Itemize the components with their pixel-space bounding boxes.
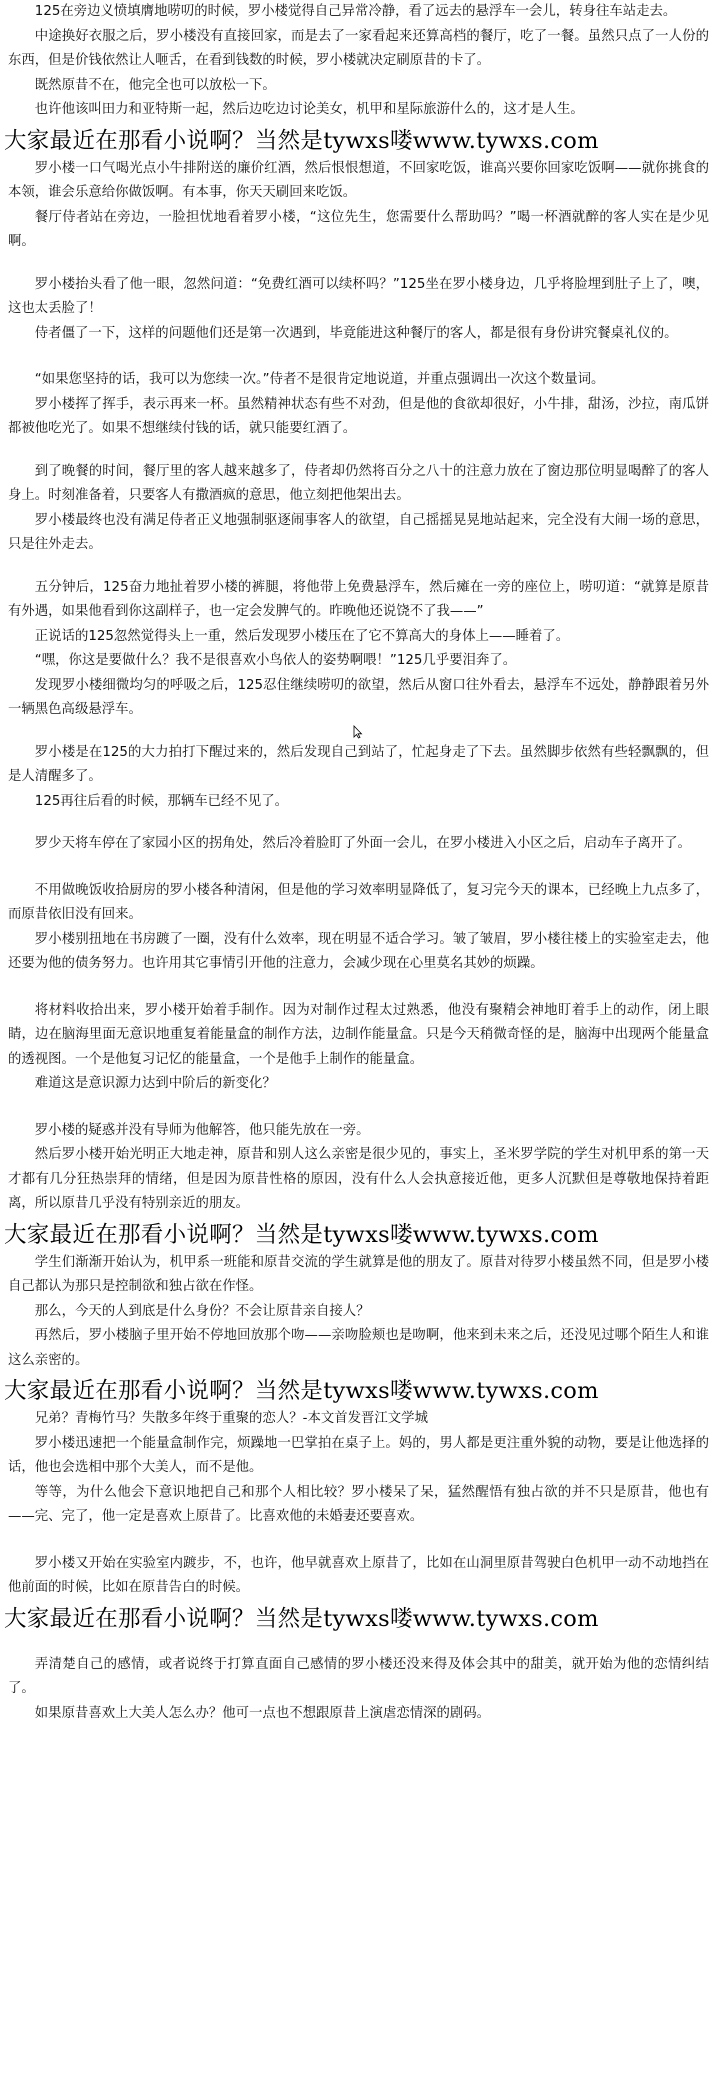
- paragraph: 再然后，罗小楼脑子里开始不停地回放那个吻——亲吻脸颊也是吻啊，他来到未来之后，还没见过哪个陌生人和谁这么亲密的。: [8, 1328, 709, 1368]
- paragraph: 125在旁边义愤填膺地唠叨的时候，罗小楼觉得自己异常冷静，看了远去的悬浮车一会儿，转身往车站走去。: [34, 4, 677, 19]
- paragraph: 兄弟？青梅竹马？失散多年终于重聚的恋人？-本文首发晋江文学城: [34, 1411, 428, 1426]
- paragraph: 也许他该叫田力和亚特斯一起，然后边吃边讨论美女，机甲和星际旅游什么的，这才是人生。: [34, 102, 584, 117]
- paragraph: 不用做晚饭收拾厨房的罗小楼各种清闲，但是他的学习效率明显降低了，复习完今天的课本，已经晚上九点多了，而原昔依旧没有回来。: [8, 882, 709, 922]
- paragraph: 侍者僵了一下，这样的问题他们还是第一次遇到，毕竟能进这种餐厅的客人，都是很有身份讲究餐桌礼仪的。: [34, 325, 678, 341]
- paragraph: 正说话的125忽然觉得头上一重，然后发现罗小楼压在了它不算高大的身体上——睡着了。: [34, 628, 570, 644]
- paragraph: 学生们渐渐开始认为，机甲系一班能和原昔交流的学生就算是他的朋友了。原昔对待罗小楼虽然不同，但是罗小楼自己都认为那只是控制欲和独占欲在作怪。: [8, 1254, 709, 1294]
- paragraph: 发现罗小楼细微均匀的呼吸之后，125忍住继续唠叨的欲望，然后从窗口往外看去，悬浮车不远处，静静跟着另外一辆黑色高级悬浮车。: [8, 677, 709, 717]
- paragraph: 等等，为什么他会下意识地把自己和那个人相比较？罗小楼呆了呆，猛然醒悟有独占欲的并不只是原昔，他也有——完、完了，他一定是喜欢上原昔了。比喜欢他的未婚妻还要喜欢。: [8, 1484, 709, 1524]
- paragraph: 罗小楼是在125的大力拍打下醒过来的，然后发现自己到站了，忙起身走了下去。虽然脚步依然有些轻飘飘的，但是人清醒多了。: [8, 744, 709, 784]
- paragraph: 那么，今天的人到底是什么身份？不会让原昔亲自接人？: [34, 1303, 370, 1319]
- paragraph: 罗小楼最终也没有满足侍者正义地强制驱逐闹事客人的欲望，自己摇摇晃晃地站起来，完全没有大闹一场的意思，只是往外走去。: [8, 512, 709, 552]
- paragraph: 如果原昔喜欢上大美人怎么办？他可一点也不想跟原昔上演虐恋情深的剧码。: [34, 1705, 491, 1721]
- paragraph: 然后罗小楼开始光明正大地走神，原昔和别人这么亲密是很少见的，事实上，圣米罗学院的学生对机甲系的第一天才都有几分狂热崇拜的情绪，但是因为原昔性格的原因，没有什么人会执意接近他，更多人沉默但是尊敬地保持着距离，所以原昔几乎没有特别亲近的朋友。: [8, 1147, 709, 1211]
- paragraph: 到了晚餐的时间，餐厅里的客人越来越多了，侍者却仍然将百分之八十的注意力放在了窗边那位明显喝醉了的客人身上。时刻准备着，只要客人有撒酒疯的意思，他立刻把他架出去。: [8, 463, 709, 503]
- paragraph: 难道这是意识源力达到中阶后的新变化？: [34, 1076, 276, 1091]
- paragraph: 罗小楼一口气喝光点小牛排附送的廉价红酒，然后恨恨想道，不回家吃饭，谁高兴要你回家吃饭啊——就你挑食的本领，谁会乐意给你做饭啊。有本事，你天天刷回来吃饭。: [8, 160, 709, 200]
- paragraph: 罗小楼的疑惑并没有导师为他解答，他只能先放在一旁。: [34, 1122, 370, 1138]
- paragraph: “如果您坚持的话，我可以为您续一次。”侍者不是很肯定地说道，并重点强调出一次这个数量词。: [34, 372, 605, 387]
- paragraph: 餐厅侍者站在旁边，一脸担忧地看着罗小楼，“这位先生，您需要什么帮助吗？”喝一杯酒就醉的客人实在是少见啊。: [8, 209, 709, 249]
- paragraph: 罗小楼挥了挥手，表示再来一杯。虽然精神状态有些不对劲，但是他的食欲却很好，小牛排，甜汤，沙拉，南瓜饼都被他吃光了。如果不想继续付钱的话，就只能要红酒了。: [8, 396, 709, 436]
- paragraph: 罗小楼别扭地在书房踱了一圈，没有什么效率，现在明显不适合学习。皱了皱眉，罗小楼往楼上的实验室走去，他还要为他的债务努力。也许用其它事情引开他的注意力，会减少现在心里莫名其妙的烦躁。: [8, 931, 709, 971]
- paragraph: 罗小楼迅速把一个能量盒制作完，烦躁地一巴掌拍在桌子上。妈的，男人都是更注重外貌的动物，要是让他选择的话，他也会选相中那个大美人，而不是他。: [8, 1435, 709, 1475]
- paragraph: 罗小楼又开始在实验室内踱步，不，也许，他早就喜欢上原昔了，比如在山洞里原昔驾驶白色机甲一动不动地挡在他前面的时候，比如在原昔告白的时候。: [8, 1555, 709, 1595]
- mouse-cursor-icon: [353, 725, 363, 739]
- site-watermark: 大家最近在那看小说啊？当然是tywxs喽www.tywxs.com: [4, 1378, 599, 1404]
- site-watermark: 大家最近在那看小说啊？当然是tywxs喽www.tywxs.com: [4, 1221, 599, 1248]
- paragraph: “嘿，你这是要做什么？我不是很喜欢小鸟依人的姿势啊喂！”125几乎要泪奔了。: [34, 653, 517, 668]
- paragraph: 125再往后看的时候，那辆车已经不见了。: [34, 793, 288, 809]
- paragraph: 中途换好衣服之后，罗小楼没有直接回家，而是去了一家看起来还算高档的餐厅，吃了一餐。虽然只点了一人份的东西，但是价钱依然让人咂舌，在看到钱数的时候，罗小楼就决定刷原昔的卡了。: [8, 28, 709, 68]
- paragraph: 将材料收拾出来，罗小楼开始着手制作。因为对制作过程太过熟悉，他没有聚精会神地盯着手上的动作，闭上眼睛，边在脑海里面无意识地重复着能量盒的制作方法，边制作能量盒。只是今天稍微奇怪的是，脑海中出现两个能量盒的透视图。一个是他复习记忆的能量盒，一个是他手上制作的能量盒。: [8, 1002, 709, 1067]
- site-watermark: 大家最近在那看小说啊？当然是tywxs喽www.tywxs.com: [4, 127, 599, 154]
- paragraph: 罗小楼抬头看了他一眼，忽然问道：“免费红酒可以续杯吗？”125坐在罗小楼身边，几乎将脸埋到肚子上了，噢，这也太丢脸了！: [8, 276, 709, 316]
- paragraph: 罗少天将车停在了家园小区的拐角处，然后冷着脸盯了外面一会儿，在罗小楼进入小区之后，启动车子离开了。: [34, 836, 691, 851]
- paragraph: 弄清楚自己的感情，或者说终于打算直面自己感情的罗小楼还没来得及体会其中的甜美，就开始为他的恋情纠结了。: [8, 1656, 709, 1696]
- paragraph: 五分钟后，125奋力地扯着罗小楼的裤腿，将他带上免费悬浮车，然后瘫在一旁的座位上，唠叨道：“就算是原昔有外遇，如果他看到你这副样子，也一定会发脾气的。昨晚他还说饶不了我——”: [8, 579, 709, 619]
- site-watermark: 大家最近在那看小说啊？当然是tywxs喽www.tywxs.com: [4, 1605, 599, 1632]
- paragraph: 既然原昔不在，他完全也可以放松一下。: [34, 77, 276, 93]
